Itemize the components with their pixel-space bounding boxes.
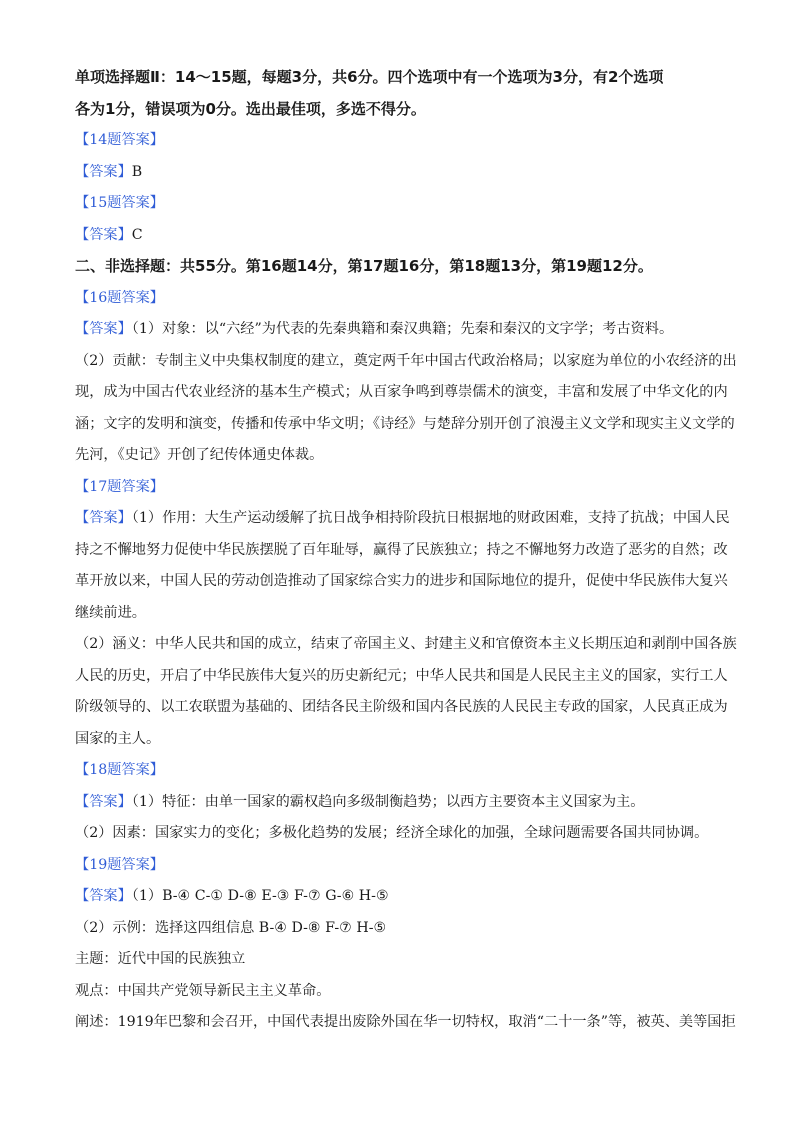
q16-part2-line3: 涵；文字的发明和演变，传播和传承中华文明；《诗经》与楚辞分别开创了浪漫主义文学和现实主义文学的 [75,415,735,432]
q17-answer-tag: 【答案】 [75,510,132,526]
q19-tag-line [75,850,725,882]
q19-theme-line: 主题：近代中国的民族独立 [75,951,246,967]
q16-tag: 【16题答案】 [75,289,164,306]
q19-part2-line: （2）示例：选择这四组信息 B-④ D-⑧ F-⑦ H-⑤ [75,919,387,936]
q18-part2-line: （2）因素：国家实力的变化；多极化趋势的发展；经济全球化的加强，全球问题需要各国共同协调。 [75,825,709,841]
q14-answer-tag: 【答案】 [75,163,132,180]
q17-part1-line3: 革开放以来，中国人民的劳动创造推动了国家综合实力的进步和国际地位的提升，促使中华民族伟大复兴 [75,573,728,589]
q16-part1: （1）对象：以“六经”为代表的先秦典籍和秦汉典籍；先秦和秦汉的文字学；考古资料。 [131,321,674,337]
q17-part2-line3: 阶级领导的、以工农联盟为基础的、团结各民主阶级和国内各民族的人民民主专政的国家，人民真正成为 [75,699,728,715]
q15-tag: 【15题答案】 [75,195,164,211]
q18-part1-line [75,787,725,819]
q16-part1-line [75,314,725,346]
q18-part1: （1）特征：由单一国家的霸权趋向多级制衡趋势；以西方主要资本主义国家为主。 [131,793,645,810]
q19-tag: 【19题答案】 [75,856,164,873]
q17-part1-line1 [75,503,730,535]
section1-heading-line1: 单项选择题Ⅱ：14～15题，每题3分，共6分。四个选项中有一个选项为3分，有2个选项 [75,68,664,86]
q18-answer-tag: 【答案】 [75,793,132,810]
q17-part1-text1: （1）作用：大生产运动缓解了抗日战争相持阶段抗日根据地的财政困难，支持了抗战；中国人民 [131,510,730,526]
q16-tag-line [75,283,725,315]
q14-answer: B [131,163,143,180]
section2-heading: 二、非选择题：共55分。第16题14分，第17题16分，第18题13分，第19题12分。 [75,257,653,275]
q15-answer-line [75,220,725,252]
q19-part1-line [75,881,725,913]
q17-tag-line [75,472,725,504]
q17-part2-line2: 人民的历史，开启了中华民族伟大复兴的历史新纪元；中华人民共和国是人民民主主义的国家，实行工人 [75,667,728,684]
q16-part2-line4: 先河，《史记》开创了纪传体通史体裁。 [75,447,324,463]
q14-answer-line [75,157,725,189]
q17-part1-line2: 持之不懈地努力促使中华民族摆脱了百年耻辱，赢得了民族独立；持之不懈地努力改造了恶劣的自然；改 [75,541,728,558]
q14-tag-line [75,125,725,157]
q17-part2-line1: （2）涵义：中华人民共和国的成立，结束了帝国主义、封建主义和官僚资本主义长期压迫和剥削中国各族 [75,636,737,652]
q15-answer-tag: 【答案】 [75,226,132,243]
q16-answer-tag: 【答案】 [75,321,132,337]
q16-part2-line1: （2）贡献：专制主义中央集权制度的建立，奠定两千年中国古代政治格局；以家庭为单位的小农经济的出 [75,352,737,369]
q19-elaboration-line: 阐述：1919年巴黎和会召开，中国代表提出废除外国在华一切特权，取消“二十一条”等，被英、美等国拒 [75,1014,736,1030]
q14-tag: 【14题答案】 [75,132,164,148]
q16-part2-line2: 现，成为中国古代农业经济的基本生产模式；从百家争鸣到尊崇儒术的演变，丰富和发展了中华文化的内 [75,384,728,400]
q19-answer-tag: 【答案】 [75,888,132,904]
q17-tag: 【17题答案】 [75,478,164,495]
q19-viewpoint-line: 观点：中国共产党领导新民主主义革命。 [75,982,331,999]
q19-part1: （1）B-④ C-① D-⑧ E-③ F-⑦ G-⑥ H-⑤ [131,888,389,904]
q15-tag-line [75,188,725,220]
section1-heading-line2: 各为1分，错误项为0分。选出最佳项，多选不得分。 [75,99,426,118]
q18-tag: 【18题答案】 [75,762,164,778]
q15-answer: C [131,226,143,243]
q17-part1-line4: 继续前进。 [75,604,146,621]
q18-tag-line [75,755,725,787]
q17-part2-line4: 国家的主人。 [75,730,161,747]
